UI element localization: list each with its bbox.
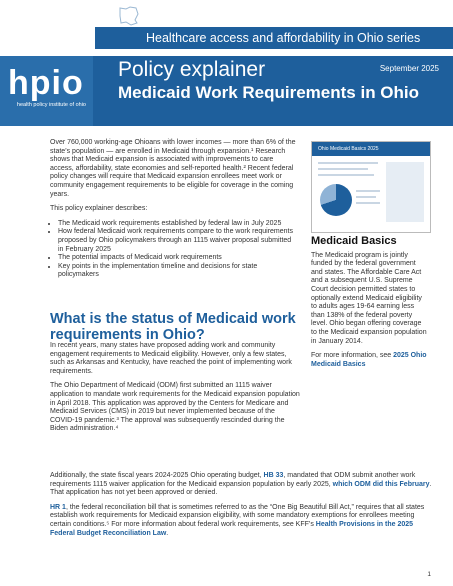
text-run: . [166, 529, 169, 537]
thumbnail-line [318, 162, 378, 164]
medicaid-basics-thumbnail[interactable] [311, 141, 431, 233]
thumbnail-line [356, 202, 380, 204]
logo-subtitle: health policy institute of ohio [16, 102, 86, 108]
sidebar-more-info [311, 352, 429, 369]
publication-date: September 2025 [379, 64, 439, 73]
intro-paragraph: Over 760,000 working-age Ohioans with lower incomes — more than 6% of the state’s population — are enrolled in Medicaid through expansion.¹ Research shows that Medicaid expansion is associated with improvements to care access, affordability, state economies and self-reported health.² Recent federal policy changes will require that Medicaid expansion enrollees meet work or community engagement requirements to be eligible for coverage in the coming years. [50, 139, 296, 198]
intro-lead: This policy explainer describes: [50, 205, 148, 213]
hr1-paragraph [50, 504, 433, 538]
doc-type: Policy explainer [118, 58, 266, 81]
text-run: , mandated that ODM submit another work requirements 1115 waiver application for the Medicaid expansion population by early 2025, [50, 472, 416, 488]
bullet-item: • The potential impacts of Medicaid work requirements [58, 254, 298, 263]
odm-application-link[interactable]: which ODM did this February [332, 480, 430, 488]
sidebar-heading: Medicaid Basics [311, 235, 397, 247]
hpio-logo: hpio [8, 64, 84, 102]
sidebar-paragraph: The Medicaid program is jointly funded by the federal government and states. The Affordable Care Act and a subsequent U.S. Supreme Court decision permitted states to optionally extend Medicaid eligibility to adults ages 19-64 earning less than 138% of the federal poverty level. Ohio began offering coverage to the Medicaid expansion population in January 2014. [311, 251, 427, 345]
text-run: For more information, see [311, 352, 394, 360]
intro-bullets [50, 220, 298, 280]
page-number: 1 [427, 571, 431, 578]
hb33-link[interactable]: HB 33 [263, 472, 284, 479]
section-heading: What is the status of Medicaid work requirements in Ohio? [50, 311, 296, 343]
thumbnail-pie-chart [320, 184, 352, 216]
text-run: . That application has not yet been approved or denied. [50, 480, 432, 497]
kff-link[interactable]: Health Provisions in the 2025 Federal Budget Reconciliation Law [50, 520, 414, 537]
thumbnail-line [318, 168, 368, 170]
thumbnail-line [356, 190, 380, 192]
thumbnail-line [356, 196, 376, 198]
bullet-item: • How federal Medicaid work requirements compare to the work requirements proposed by Ohio policymakers through an 1115 waiver proposal submitted in February 2025 [58, 228, 298, 254]
ohio-medicaid-basics-link[interactable]: 2025 Ohio Medicaid Basics [311, 352, 427, 368]
full-width-section [50, 472, 433, 544]
bullet-item: • Key points in the implementation timeline and decisions for state policymakers [58, 263, 298, 280]
text-run: Additionally, the state fiscal years 2024-2025 Ohio operating budget, [50, 472, 264, 479]
page-title: Medicaid Work Requirements in Ohio [118, 83, 420, 102]
budget-paragraph [50, 472, 433, 498]
bullet-item: • The Medicaid work requirements established by federal law in July 2025 [58, 220, 298, 229]
thumbnail-title: Ohio Medicaid Basics 2025 [318, 146, 379, 152]
medicaid-basics-sidebar [311, 237, 429, 375]
thumbnail-line [318, 174, 374, 176]
thumbnail-sidebar [386, 162, 424, 222]
status-paragraph-1: In recent years, many states have proposed adding work and community engagement requirements to Medicaid eligibility. However, only a few states, such as Arkansas and Kentucky, have reached the point of implementing work requirements. [50, 342, 292, 375]
ohio-map-icon [118, 6, 140, 26]
series-label: Healthcare access and affordability in Ohio series [146, 31, 421, 45]
status-section [50, 342, 300, 440]
intro-section [50, 139, 298, 284]
hr1-link[interactable]: HR 1 [50, 503, 66, 511]
status-paragraph-2: The Ohio Department of Medicaid (ODM) first submitted an 1115 waiver application to mandate work requirements for the Medicaid expansion population in April 2018. This application was approved by the Centers for Medicare and Medicaid Services (CMS) in 2019 but never implemented because of the COVID-19 pandemic.³ The approval was subsequently rescinded during the Biden administration.⁴ [50, 382, 300, 433]
text-run: , the federal reconciliation bill that is sometimes referred to as the “One Big Beautiful Bill Act,” requires that all states establish work requirements for Medicaid expansion eligibility, with some mandatory exemptions for enrollees meeting certain conditions.⁵ For more information about federal work requirements, see KFF’s [50, 503, 425, 528]
